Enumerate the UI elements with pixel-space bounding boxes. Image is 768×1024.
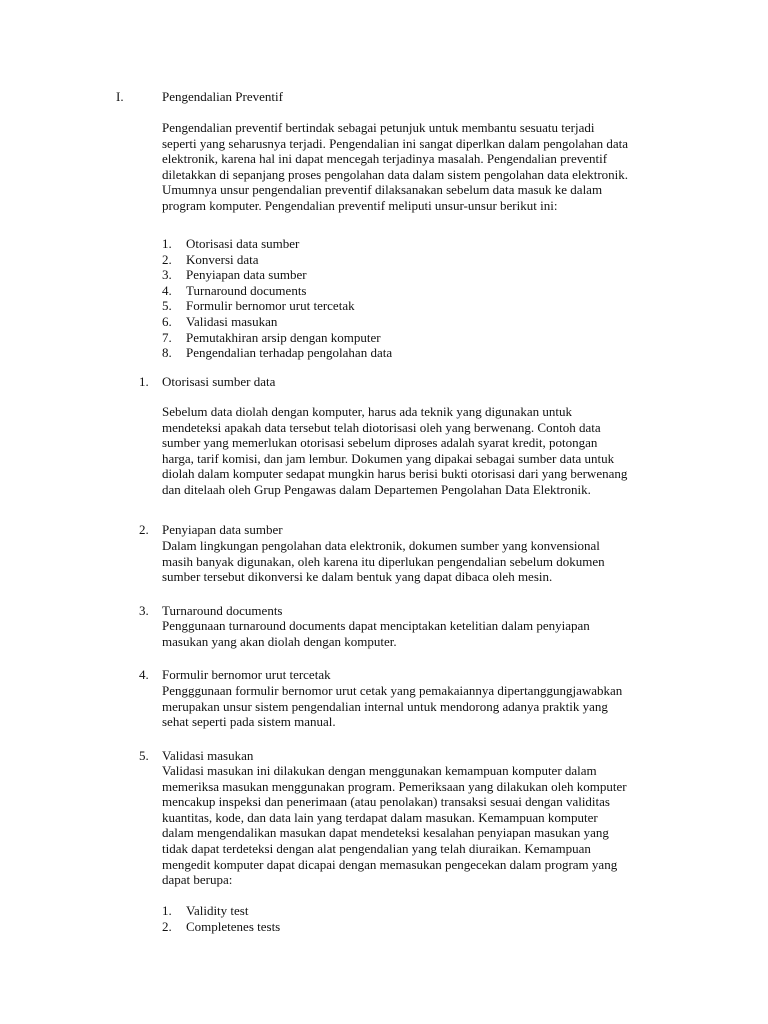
intro-line: Pengendalian preventif bertindak sebagai petunjuk untuk membantu sesuatu terjadi <box>162 120 595 135</box>
list-item: 4. Turnaround documents <box>162 282 307 298</box>
elements-list <box>162 236 392 361</box>
body-line: mendeteksi apakah data tersebut telah diotorisasi oleh yang berwenang. Contoh data <box>162 419 601 435</box>
body-line: memeriksa masukan menggunakan program. Pemeriksaan yang dilakukan oleh komputer <box>162 778 627 794</box>
body-line: Dalam lingkungan pengolahan data elektronik, dokumen sumber yang konvensional <box>162 538 600 553</box>
body-line: Pengggunaan formulir bernomor urut cetak yang pemakaiannya dipertanggungjawabkan <box>162 683 623 698</box>
body-line: kuantitas, kode, dan data lain yang terdapat dalam masukan. Kemampuan komputer <box>162 809 598 825</box>
subsection-body <box>162 763 682 888</box>
body-line: mencakup inspeksi dan penerimaan (atau penolakan) transaksi sesuai dengan validitas <box>162 794 610 810</box>
list-item: 5. Formulir bernomor urut tercetak <box>162 298 355 314</box>
body-line: dapat berupa: <box>162 872 233 888</box>
body-line: diolah dalam komputer sedapat mungkin harus berisi bukti otorisasi dari yang berwenang <box>162 466 628 482</box>
document-page: I. Pengendalian Preventif Pengendalian preventif bertindak sebagai petunjuk untuk membantu sesuatu terjadi seperti yang seharusnya terjadi. Pengendalian ini sangat diperlkan dalam pengolahan data elektronik, karena hal ini dapat mencegah terjadinya masalah. Pengendalian preventif diletakkan di sepanjang proses pengolahan data dalam sistem pengolahan data elektronik. Umumnya unsur pengendalian preventif dilaksanakan sebelum data masuk ke dalam program komputer. Pengendalian preventif meliputi unsur-unsur berikut ini: 1. Otorisasi data sumber 2. Konversi data 3. Penyiapan data sumber 4. Turnaround documents 5. Formulir bernomor urut tercetak 6. Validasi masukan 7. Pemutakhiran arsip dengan komputer 8. Pengendalian terhadap pengolahan data 1. Otorisasi sumber data Sebelum data diolah dengan komputer, harus ada teknik yang digunakan untuk mendeteksi apakah data tersebut telah diotorisasi oleh yang berwenang. Contoh data sumber yang memerlukan otorisasi sebelum diproses adalah syarat kredit, potongan harga, tarif komisi, dan jam lembur. Dokumen yang dipakai sebagai sumber data untuk diolah dalam komputer sedapat mungkin harus berisi bukti otorisasi dari yang berwenang dan ditelaah oleh Grup Pengawas dalam Departemen Pengolahan Data Elektronik. 2. Penyiapan data sumber Dalam lingkungan pengolahan data elektronik, dokumen sumber yang konvensional masih banyak digunakan, oleh karena itu diperlukan pengendalian sebelum dokumen sumber tersebut dikonversi ke dalam bentuk yang dapat dibaca oleh mesin. 3. Turnaround documents Penggunaan turnaround documents dapat menciptakan ketelitian dalam penyiapan masukan yang akan diolah dengan komputer. 4. Formulir bernomor urut tercetak Pengggunaan formulir bernomor urut cetak yang pemakaiannya dipertanggungjawabkan merupakan unsur sistem pengendalian internal untuk mendorong adanya praktik yang sehat seperti pada sistem manual. 5. Validasi masukan Validasi masukan ini dilakukan dengan menggunakan kemampuan komputer dalam memeriksa masukan menggunakan program. Pemeriksaan yang dilakukan oleh komputer mencakup inspeksi dan penerimaan (atau penolakan) transaksi sesuai dengan validitas kuantitas, kode, dan data lain yang terdapat dalam masukan. Kemampuan komputer dalam mengendalikan masukan dapat mendeteksi kesalahan penyiapan masukan yang tidak dapat terdeteksi dengan alat pengendalian yang telah diuraikan. Kemampuan mengedit komputer dapat dicapai dengan memasukan pengecekan dalam program yang dapat berupa: 1. Validity test 2. Completenes tests <box>0 0 768 1024</box>
list-item: 3. Penyiapan data sumber <box>162 267 307 283</box>
subsection-body <box>162 618 682 649</box>
body-line: Penggunaan turnaround documents dapat menciptakan ketelitian dalam penyiapan <box>162 618 590 633</box>
heading-title: Pengendalian Preventif <box>162 89 283 104</box>
list-item: 1. Validity test <box>162 903 249 918</box>
body-line: harga, tarif komisi, dan jam lembur. Dokumen yang dipakai sebagai sumber data untuk <box>162 450 615 466</box>
body-line: mengedit komputer dapat dicapai dengan memasukan pengecekan dalam program yang <box>162 856 618 872</box>
intro-line: program komputer. Pengendalian preventif meliputi unsur-unsur berikut ini: <box>162 197 558 213</box>
intro-line: seperti yang seharusnya terjadi. Pengendalian ini sangat diperlkan dalam pengolahan data <box>162 135 629 151</box>
body-line: merupakan unsur sistem pengendalian internal untuk mendorong adanya praktik yang <box>162 698 608 714</box>
body-line: dalam mengendalikan masukan dapat mendeteksi kesalahan penyiapan masukan yang <box>162 825 609 841</box>
validation-tests-list <box>162 903 280 934</box>
intro-line: elektronik, karena hal ini dapat mencegah terjadinya masalah. Pengendalian preventif <box>162 151 608 167</box>
body-line: sehat seperti pada sistem manual. <box>162 714 336 730</box>
body-line: masih banyak digunakan, oleh karena itu diperlukan pengendalian sebelum dokumen <box>162 553 605 569</box>
heading-number: I. <box>116 89 124 104</box>
list-item: 2. Konversi data <box>162 251 259 267</box>
list-item: 2. Completenes tests <box>162 918 281 934</box>
body-line: dan ditelaah oleh Grup Pengawas dalam Departemen Pengolahan Data Elektronik. <box>162 481 591 497</box>
body-line: tidak dapat terdeteksi dengan alat pengendalian yang telah diuraikan. Kemampuan <box>162 840 591 856</box>
body-line: masukan yang akan diolah dengan komputer. <box>162 633 397 649</box>
list-item: 6. Validasi masukan <box>162 313 278 329</box>
list-item: 1. Otorisasi data sumber <box>162 236 300 251</box>
body-line: sumber tersebut dikonversi ke dalam bentuk yang dapat dibaca oleh mesin. <box>162 569 553 585</box>
intro-line: Umumnya unsur pengendalian preventif dilaksanakan sebelum data masuk ke dalam <box>162 182 603 198</box>
subsection-body <box>162 404 682 498</box>
body-line: Sebelum data diolah dengan komputer, harus ada teknik yang digunakan untuk <box>162 404 572 419</box>
intro-line: diletakkan di sepanjang proses pengolahan data dalam sistem pengolahan data elektronik. <box>162 166 629 182</box>
list-item: 8. Pengendalian terhadap pengolahan data <box>162 345 393 361</box>
body-line: sumber yang memerlukan otorisasi sebelum diproses adalah syarat kredit, potongan <box>162 435 598 451</box>
subsection-body <box>162 683 682 730</box>
body-line: Validasi masukan ini dilakukan dengan menggunakan kemampuan komputer dalam <box>162 763 597 778</box>
list-item: 7. Pemutakhiran arsip dengan komputer <box>162 329 381 345</box>
intro-paragraph <box>162 120 682 214</box>
subsection-body <box>162 538 682 585</box>
